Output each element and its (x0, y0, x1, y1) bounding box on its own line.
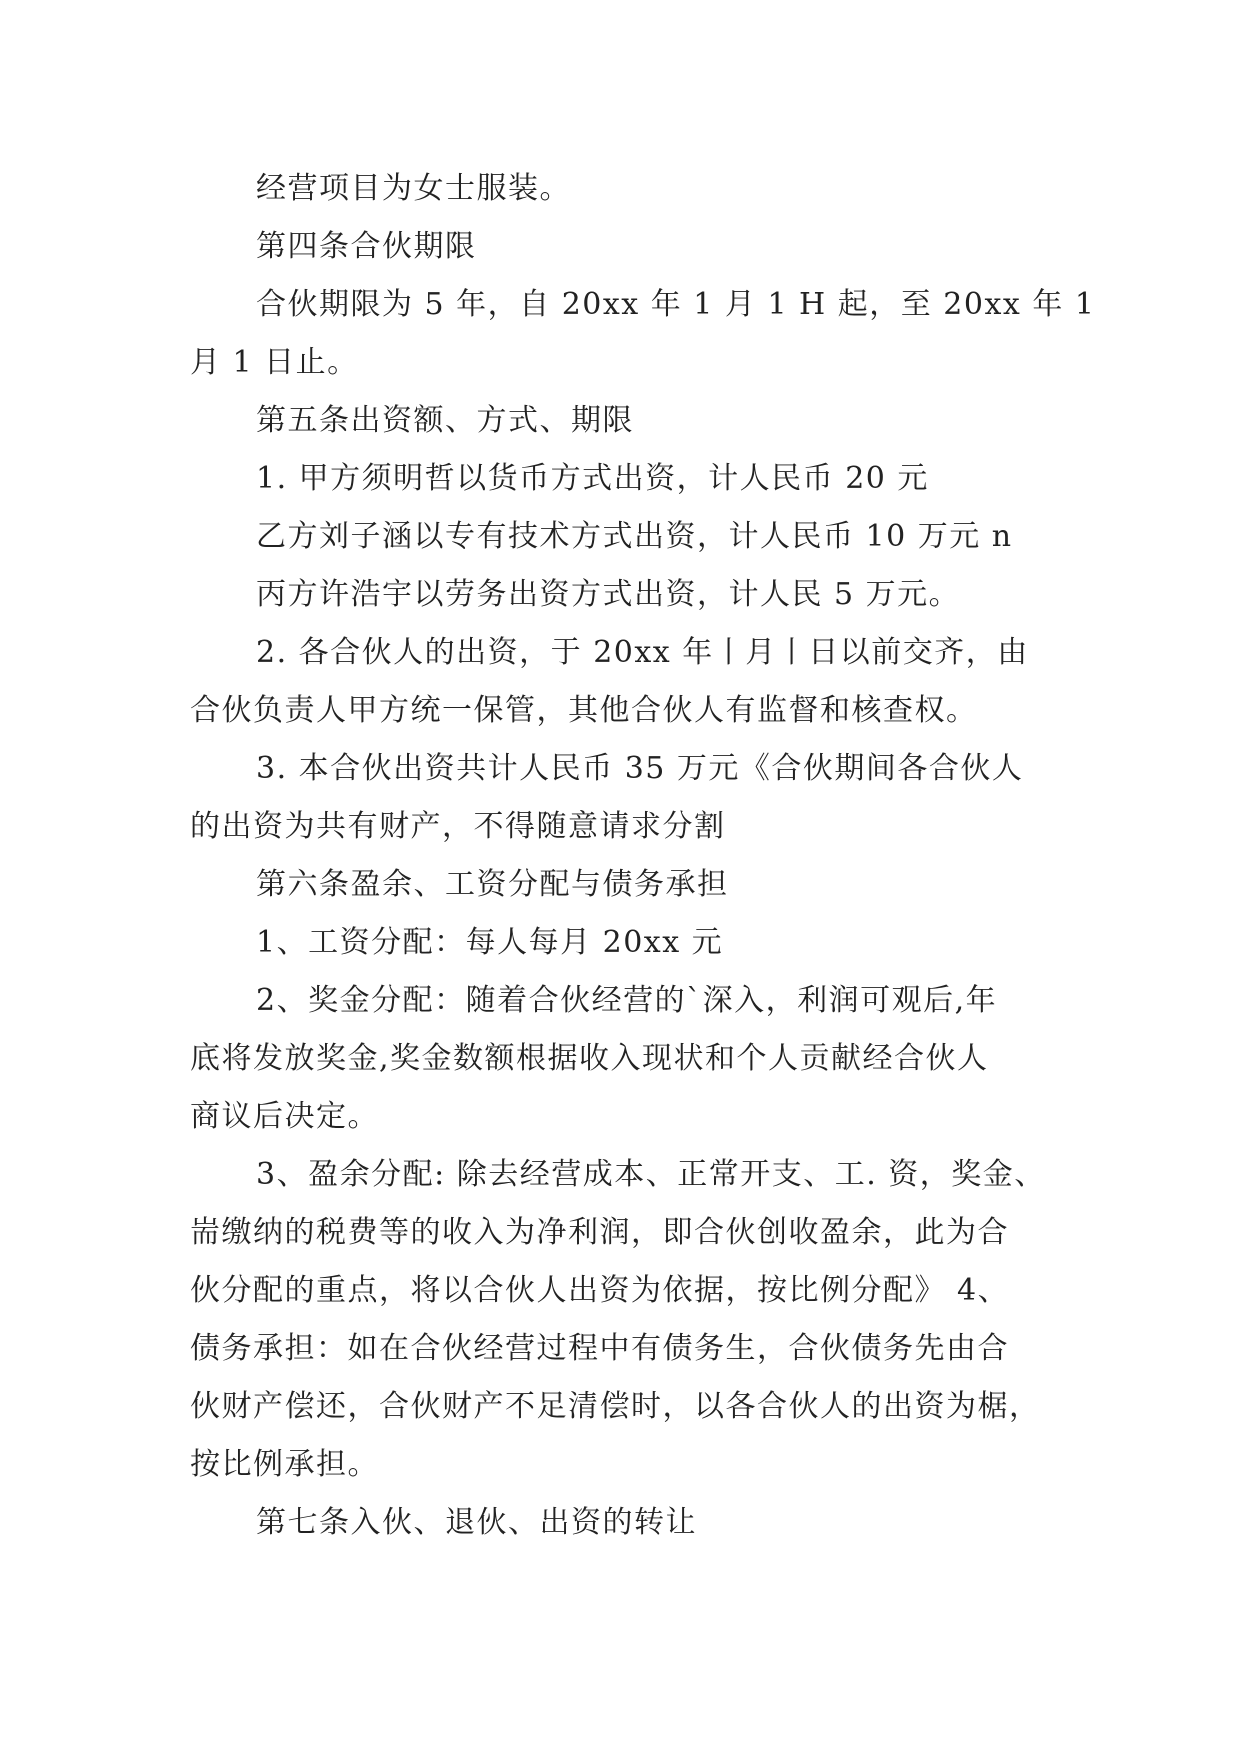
section-heading-5: 第五条出资额、方式、期限 (256, 403, 634, 438)
section-heading-4: 第四条合伙期限 (256, 229, 477, 264)
paragraph-line: 商议后决定。 (190, 1099, 379, 1134)
paragraph-line: 2、奖金分配：随着合伙经营的`深入，利润可观后,年 (256, 983, 998, 1018)
paragraph-line: 伙财产偿还，合伙财产不足清偿时，以各合伙人的出资为椐， (190, 1389, 1041, 1424)
paragraph-line: 月 1 日止。 (190, 345, 359, 380)
paragraph-line: 2. 各合伙人的出资，于 20xx 年丨月丨日以前交齐，由 (256, 635, 1029, 670)
paragraph-line: 耑缴纳的税费等的收入为净利润，即合伙创收盈余，此为合 (190, 1215, 1009, 1250)
paragraph-line: 伙分配的重点，将以合伙人出资为依据，按比例分配》 4、 (190, 1273, 1010, 1308)
paragraph-line: 1、工资分配：每人每月 20xx 元 (256, 925, 724, 960)
section-heading-7: 第七条入伙、退伙、出资的转让 (256, 1505, 697, 1540)
paragraph-line: 经营项目为女士服装。 (256, 171, 571, 206)
paragraph-line: 3、盈余分配: 除去经营成本、正常开支、工. 资，奖金、 (256, 1157, 1046, 1192)
paragraph-line: 乙方刘子涵以专有技术方式出资，计人民币 10 万元 n (256, 519, 1013, 554)
paragraph-line: 3. 本合伙出资共计人民币 35 万元《合伙期间各合伙人 (256, 751, 1024, 786)
paragraph-line: 丙方许浩宇以劳务出资方式出资，计人民 5 万元。 (256, 577, 961, 612)
document-body (190, 160, 1096, 1552)
paragraph-line: 按比例承担。 (190, 1447, 379, 1482)
paragraph-line: 的出资为共有财产，不得随意请求分割 (190, 809, 726, 844)
paragraph-line: 债务承担：如在合伙经营过程中有债务生，合伙债务先由合 (190, 1331, 1009, 1366)
paragraph-line: 合伙期限为 5 年，自 20xx 年 1 月 1 H 起，至 20xx 年 1 (256, 287, 1096, 322)
paragraph-line: 合伙负责人甲方统一保管，其他合伙人有监督和核查权。 (190, 693, 978, 728)
paragraph-line: 底将发放奖金,奖金数额根据收入现状和个人贡献经合伙人 (190, 1041, 989, 1076)
paragraph-line: 1. 甲方须明哲以货币方式出资，计人民币 20 元 (256, 461, 929, 496)
section-heading-6: 第六条盈余、工资分配与债务承担 (256, 867, 729, 902)
